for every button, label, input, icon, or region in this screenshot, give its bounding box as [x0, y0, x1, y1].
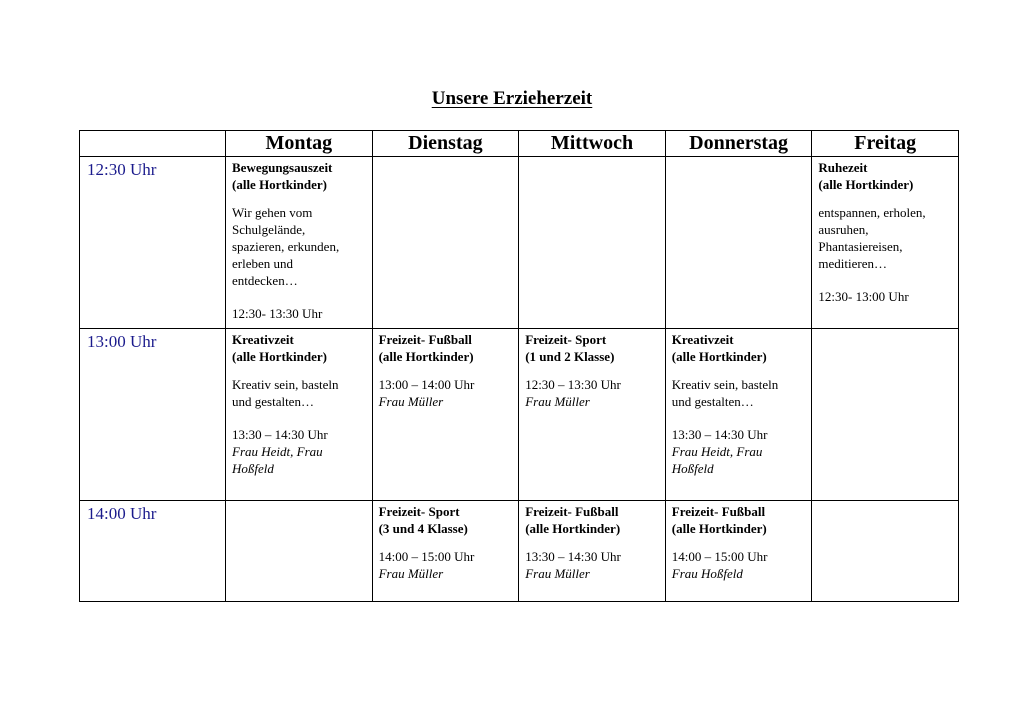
day-header: Dienstag: [372, 131, 519, 157]
activity-group: (alle Hortkinder): [671, 349, 767, 364]
day-header: Freitag: [812, 131, 959, 157]
activity: [519, 501, 665, 582]
activity-cell: [372, 501, 519, 602]
description-line: entspannen, erholen,: [818, 205, 926, 220]
activity: [666, 501, 812, 582]
activity-description: [232, 376, 366, 410]
time-cell: [80, 501, 226, 602]
activity-title: Bewegungsauszeit: [232, 160, 333, 175]
corner-cell: [80, 131, 226, 157]
time-cell: [80, 157, 226, 329]
activity-cell: [519, 501, 666, 602]
activity-cell: [665, 157, 812, 329]
activity-staff: Frau Müller: [378, 566, 444, 581]
activity-cell: [812, 157, 959, 329]
activity-cell: [519, 329, 666, 501]
time-label: 14:00 Uhr: [87, 504, 157, 523]
activity-staff: Hoßfeld: [232, 461, 274, 476]
activity-staff: Frau Müller: [525, 394, 590, 409]
activity-cell: [812, 329, 959, 501]
activity-staff: Frau Hoßfeld: [671, 566, 743, 581]
activity-cell: [812, 501, 959, 602]
activity-staff: Hoßfeld: [671, 461, 714, 476]
time-row: [80, 501, 959, 602]
activity: [373, 501, 519, 582]
day-header: Mittwoch: [519, 131, 666, 157]
activity-time: 12:30- 13:30 Uhr: [232, 306, 323, 321]
day-header: Montag: [226, 131, 373, 157]
activity-time: 14:00 – 15:00 Uhr: [671, 549, 768, 564]
activity-cell: [226, 157, 373, 329]
activity-title: Kreativzeit: [671, 332, 734, 347]
activity-title: Freizeit- Sport: [378, 504, 460, 519]
activity-time: 12:30- 13:00 Uhr: [818, 289, 909, 304]
activity-group: (alle Hortkinder): [232, 349, 327, 364]
activity-description: [818, 204, 952, 272]
activity-staff: Frau Müller: [525, 566, 590, 581]
description-line: spazieren, erkunden,: [232, 239, 340, 254]
time-row: [80, 157, 959, 329]
activity-title: Freizeit- Fußball: [671, 504, 766, 519]
description-line: Kreativ sein, basteln: [671, 377, 779, 392]
description-line: erleben und: [232, 256, 294, 271]
activity-title: Ruhezeit: [818, 160, 868, 175]
day-header: Donnerstag: [665, 131, 812, 157]
activity: [812, 157, 958, 305]
activity-time: 13:30 – 14:30 Uhr: [671, 427, 768, 442]
page-title: Unsere Erzieherzeit: [431, 88, 593, 109]
time-row: [80, 329, 959, 501]
activity-group: (alle Hortkinder): [818, 177, 914, 192]
activity-cell: [372, 157, 519, 329]
activity-staff: Frau Müller: [378, 394, 444, 409]
activity: [519, 329, 665, 410]
activity: [226, 329, 372, 477]
activity-cell: [519, 157, 666, 329]
description-line: Phantasiereisen,: [818, 239, 903, 254]
description-line: und gestalten…: [671, 394, 754, 409]
description-line: entdecken…: [232, 273, 298, 288]
activity-staff: Frau Heidt, Frau: [232, 444, 323, 459]
description-line: meditieren…: [818, 256, 887, 271]
activity-cell: [665, 329, 812, 501]
schedule-table: [79, 130, 959, 602]
activity-description: [672, 376, 806, 410]
activity-title: Kreativzeit: [232, 332, 294, 347]
description-line: Wir gehen vom: [232, 205, 313, 220]
time-cell: [80, 329, 226, 501]
activity-time: 13:30 – 14:30 Uhr: [232, 427, 328, 442]
activity: [373, 329, 519, 410]
activity-cell: [226, 329, 373, 501]
time-label: 13:00 Uhr: [87, 332, 157, 351]
activity-time: 13:30 – 14:30 Uhr: [525, 549, 621, 564]
description-line: und gestalten…: [232, 394, 314, 409]
activity: [226, 157, 372, 322]
activity-cell: [665, 501, 812, 602]
activity-title: Freizeit- Fußball: [525, 504, 619, 519]
activity-time: 13:00 – 14:00 Uhr: [378, 377, 475, 392]
activity-cell: [226, 501, 373, 602]
activity-staff: Frau Heidt, Frau: [671, 444, 763, 459]
activity-time: 12:30 – 13:30 Uhr: [525, 377, 621, 392]
activity-group: (alle Hortkinder): [525, 521, 621, 536]
activity-description: [232, 204, 366, 289]
header-row: [80, 131, 959, 157]
description-line: ausruhen,: [818, 222, 869, 237]
activity-group: (3 und 4 Klasse): [378, 521, 468, 536]
description-line: Schulgelände,: [232, 222, 306, 237]
activity-group: (alle Hortkinder): [671, 521, 767, 536]
activity-group: (alle Hortkinder): [378, 349, 474, 364]
activity-cell: [372, 329, 519, 501]
activity: [666, 329, 812, 477]
activity-time: 14:00 – 15:00 Uhr: [378, 549, 475, 564]
activity-title: Freizeit- Fußball: [378, 332, 472, 347]
activity-group: (alle Hortkinder): [232, 177, 327, 192]
activity-group: (1 und 2 Klasse): [525, 349, 615, 364]
time-label: 12:30 Uhr: [87, 160, 157, 179]
activity-title: Freizeit- Sport: [525, 332, 607, 347]
description-line: Kreativ sein, basteln: [232, 377, 339, 392]
